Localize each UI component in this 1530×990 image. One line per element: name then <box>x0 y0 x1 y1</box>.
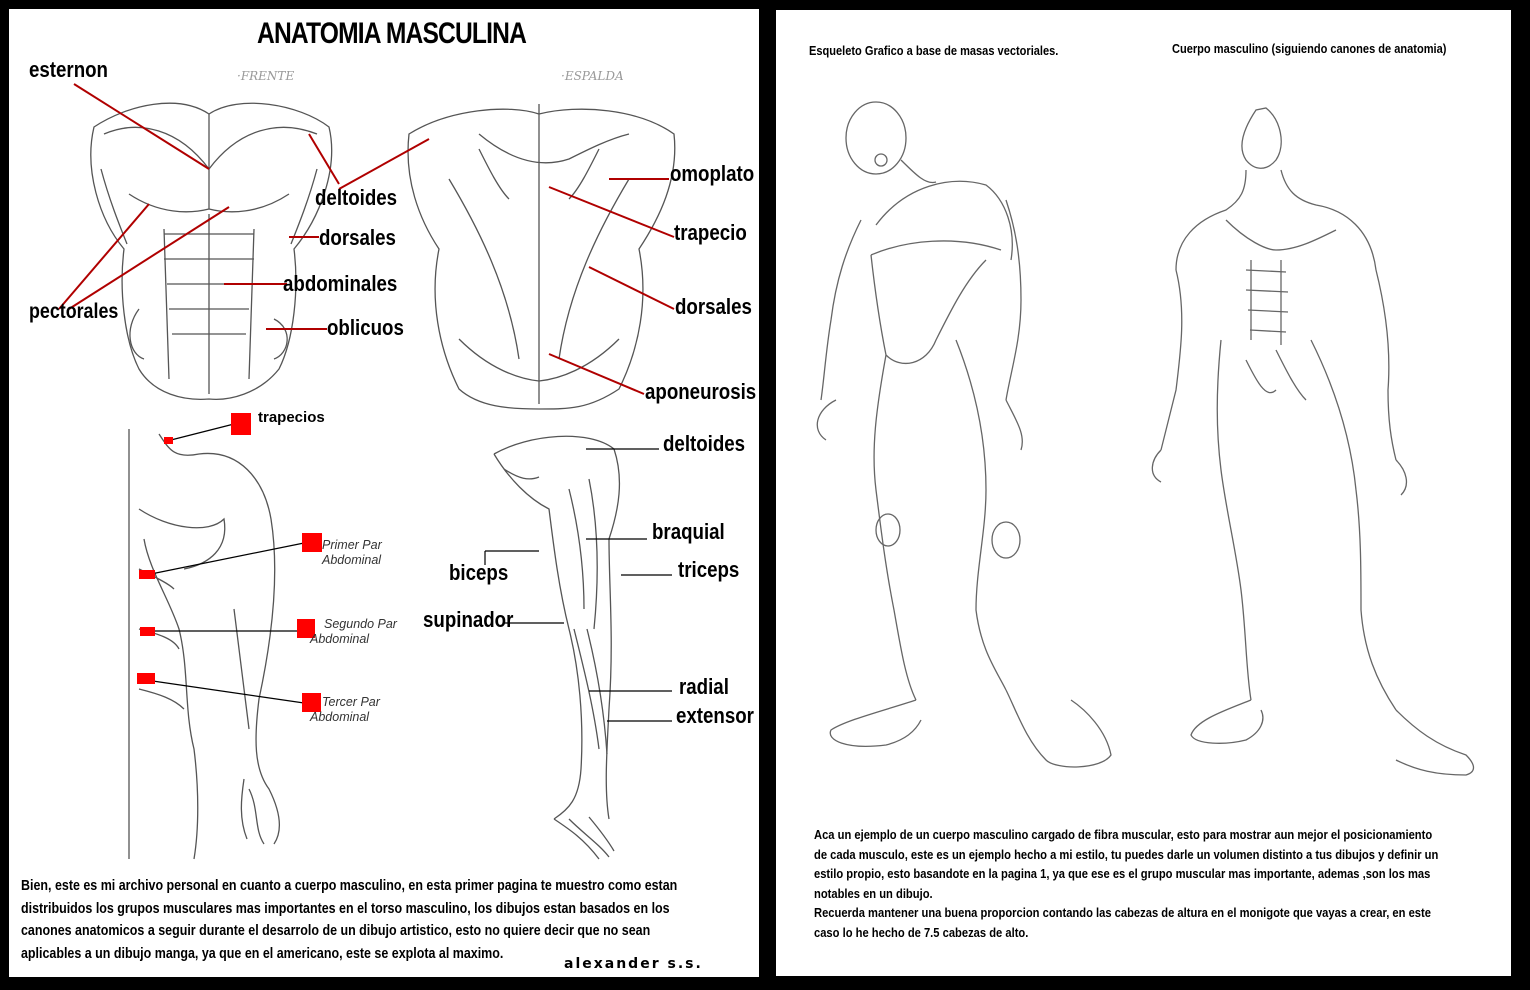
segundo-par-point-marker <box>140 627 155 636</box>
label-aponeurosis: aponeurosis <box>645 379 757 404</box>
black-leader-lines <box>139 424 672 721</box>
header-left: Esqueleto Grafico a base de masas vectoriales. <box>809 43 1059 58</box>
label-triceps: triceps <box>678 557 740 582</box>
figure-sketches <box>776 10 1511 810</box>
anatomy-sketches <box>9 9 759 977</box>
vector-mannequin-sketch <box>817 102 1111 767</box>
label-arm-deltoides: deltoides <box>663 431 746 456</box>
back-leader-lines <box>549 179 674 394</box>
label-braquial: braquial <box>652 519 725 544</box>
label-radial: radial <box>679 674 729 699</box>
label-dorsales-back: dorsales <box>675 294 752 319</box>
primer-par-marker <box>302 533 322 552</box>
label-segundo-par: Segundo Par Abdominal <box>310 617 397 646</box>
front-torso-sketch <box>91 103 332 399</box>
label-omoplato: omoplato <box>670 161 755 186</box>
muscular-figure-sketch <box>1152 108 1473 775</box>
primer-par-point-marker <box>139 570 155 579</box>
label-oblicuos: oblicuos <box>327 315 404 340</box>
page-title: ANATOMIA MASCULINA <box>257 17 527 50</box>
tercer-par-point-marker <box>137 673 155 684</box>
right-description: Aca un ejemplo de un cuerpo masculino cargado de fibra muscular, esto para mostrar aun mejor el posicionamiento de cada musculo, este es un ejemplo hecho a mi estilo, tu puedes darle un volumen distinto a tus dibujos y definir un estilo propio, esto basandote en la pagina 1, ya que ese es el grupo muscular mas importante, ademas ,son los mas notables en un dibujo. Recuerda mantener una buena proporcion contando las cabezas de altura en el monigote que vayas a crear, en este caso lo he hecho de 7.5 cabezas de alto. <box>814 827 1439 940</box>
label-trapecios: trapecios <box>258 409 325 426</box>
label-deltoides: deltoides <box>315 185 398 210</box>
left-page <box>9 9 759 977</box>
label-tercer-par: Tercer Par Abdominal <box>310 695 380 724</box>
label-trapecio: trapecio <box>674 220 747 245</box>
back-note: ·ESPALDA <box>561 69 624 83</box>
trapecios-point-marker <box>164 437 173 444</box>
header-right: Cuerpo masculino (siguiendo canones de anatomia) <box>1172 41 1447 56</box>
label-extensor: extensor <box>676 703 754 728</box>
arm-sketch <box>494 436 619 859</box>
left-description: Bien, este es mi archivo personal en cuanto a cuerpo masculino, en esta primer pagina te muestro como estan distribuidos los grupos musculares mas importantes en el torso masculino, los dibujos estan basados en los canones anatomicos a seguir durante el desarrolo de un dibujo artistico, esto no quiere decir que no sean aplicables a un dibujo manga, ya que en el americano, este se explota al maximo. <box>21 878 678 962</box>
label-pectorales: pectorales <box>29 300 119 323</box>
right-page <box>776 10 1511 976</box>
signature: alexander s.s. <box>564 956 703 972</box>
back-torso-sketch <box>408 104 675 409</box>
label-dorsales-front: dorsales <box>319 225 396 250</box>
label-esternon: esternon <box>29 57 108 82</box>
label-biceps: biceps <box>449 560 509 585</box>
side-figure-sketch <box>129 429 279 859</box>
label-abdominales: abdominales <box>283 271 398 296</box>
label-supinador: supinador <box>423 607 514 632</box>
front-note: ·FRENTE <box>237 69 295 83</box>
trapecios-marker <box>231 413 251 435</box>
label-primer-par: Primer Par Abdominal <box>322 538 382 567</box>
